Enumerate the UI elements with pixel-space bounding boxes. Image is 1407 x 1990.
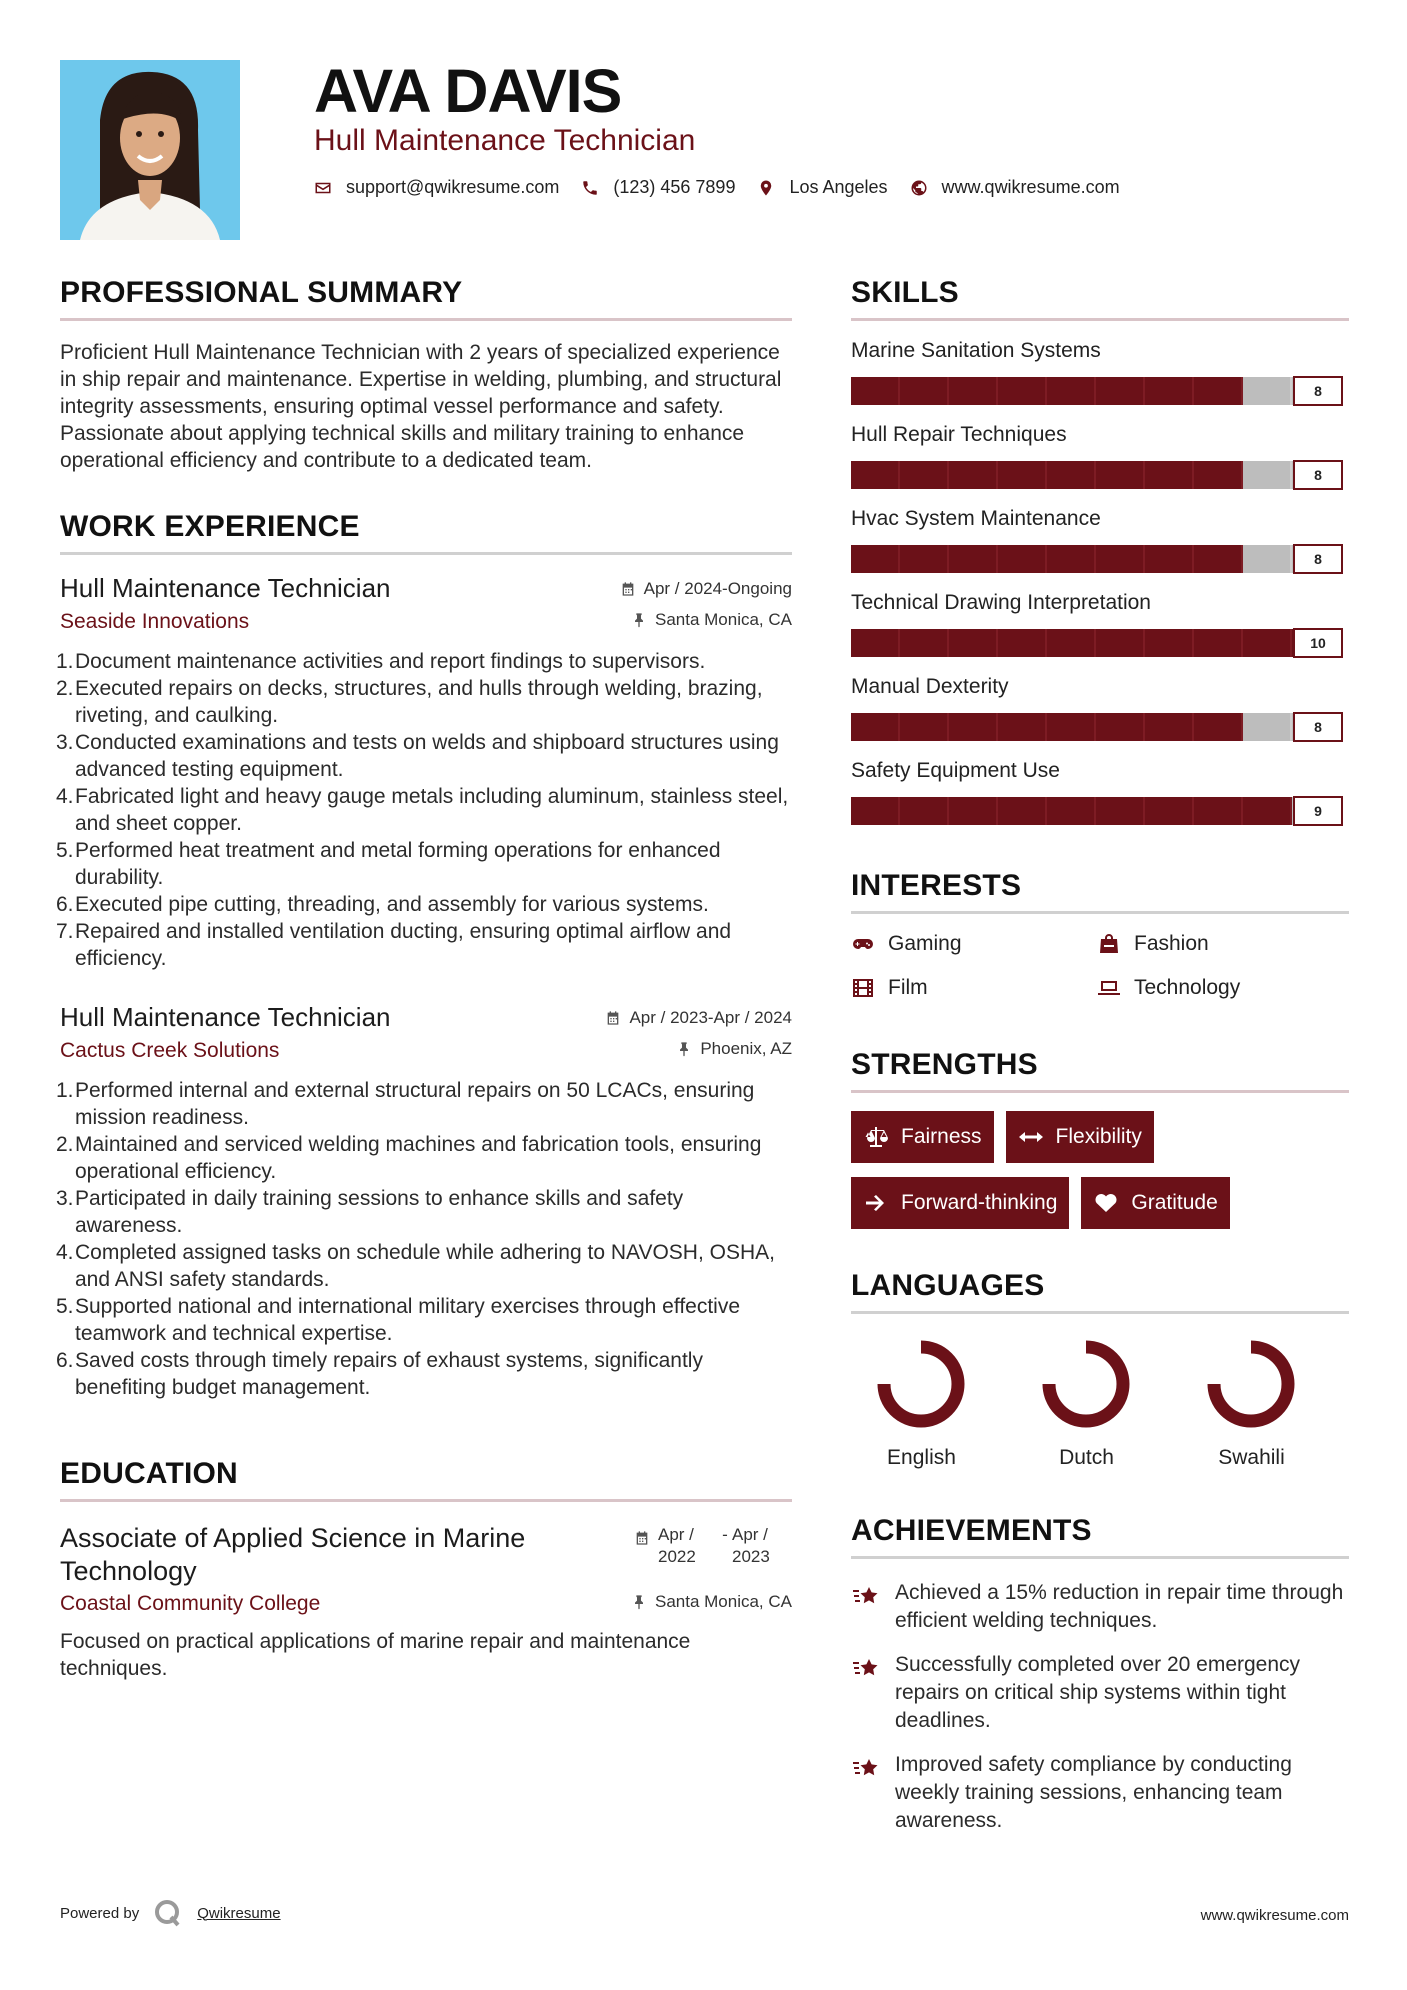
calendar-icon <box>620 581 636 597</box>
skill-segment-filled <box>1145 713 1194 741</box>
skill-segment-filled <box>1194 629 1243 657</box>
skill-segment-filled <box>900 377 949 405</box>
globe-icon <box>910 179 928 197</box>
skill-segment-filled <box>998 377 1047 405</box>
shopping-bag-icon <box>1097 932 1121 956</box>
edu-location-text: Santa Monica, CA <box>654 1592 792 1611</box>
contact-location <box>757 177 887 198</box>
language-ring <box>871 1334 971 1434</box>
balance-scale-icon <box>863 1126 889 1148</box>
skill-segment-filled <box>1194 377 1243 405</box>
skill-bar <box>851 461 1341 489</box>
interest-item <box>1097 932 1343 956</box>
achievements-heading: ACHIEVEMENTS <box>851 1514 1349 1559</box>
skill-segment-filled <box>1047 797 1096 825</box>
skill-segment-empty <box>1243 545 1292 573</box>
edu-date-sep: - <box>722 1525 728 1544</box>
edu-end: Apr / 2023 <box>732 1525 770 1566</box>
interest-label: Fashion <box>1134 932 1209 955</box>
laptop-icon <box>1097 976 1121 1000</box>
email-text: support@qwikresume.com <box>346 177 560 197</box>
language-name: Swahili <box>1218 1446 1285 1469</box>
strength-label: Gratitude <box>1131 1191 1218 1214</box>
language-item <box>1181 1334 1346 1470</box>
edu-start: Apr / 2022 <box>658 1525 696 1566</box>
achievement-item <box>851 1579 1349 1635</box>
edu-degree: Associate of Applied Science in Marine Technology <box>60 1523 526 1586</box>
skill-segment-filled <box>1047 461 1096 489</box>
skill-segment-filled <box>949 377 998 405</box>
job-location-text: Phoenix, AZ <box>700 1039 792 1058</box>
footer-powered-by <box>60 1898 281 1928</box>
job-company: Seaside Innovations <box>60 610 250 633</box>
language-level-arc <box>1214 1347 1288 1421</box>
language-level-arc <box>884 1347 958 1421</box>
skill-bar <box>851 377 1341 405</box>
strengths-heading: STRENGTHS <box>851 1048 1349 1093</box>
skill-segment-filled <box>900 461 949 489</box>
skill-item <box>851 759 1349 825</box>
summary-text: Proficient Hull Maintenance Technician with 2 years of specialized experience in ship repair and maintenance. Expertise in welding, plumbing, and structural integrity assessments, ensuring optimal vessel performance and safety. Passionate about applying technical skills and military training to enhance operational efficiency and contribute to a dedicated team. <box>60 341 782 472</box>
language-name: English <box>887 1446 956 1469</box>
job-location <box>631 610 792 630</box>
list-item: 6. Saved costs through timely repairs of exhaust systems, significantly benefiting budget management. <box>56 1349 703 1399</box>
strength-badge <box>851 1177 1069 1229</box>
skill-segment-filled <box>1096 461 1145 489</box>
skill-segment-filled <box>949 461 998 489</box>
strengths-list <box>851 1111 1349 1229</box>
skill-segment-filled <box>949 713 998 741</box>
list-item: 4. Completed assigned tasks on schedule while adhering to NAVOSH, OSHA, and ANSI safety standards. <box>56 1241 775 1291</box>
skill-item <box>851 591 1349 657</box>
skill-item <box>851 507 1349 573</box>
qwikresume-logo-icon <box>153 1898 183 1928</box>
experience-heading: WORK EXPERIENCE <box>60 510 792 555</box>
interest-label: Technology <box>1134 976 1241 999</box>
skill-segment-filled <box>1096 797 1145 825</box>
skill-value: 8 <box>1293 712 1343 742</box>
skill-name: Hvac System Maintenance <box>851 507 1101 530</box>
achievement-item <box>851 1751 1349 1835</box>
skill-segment-filled <box>851 545 900 573</box>
list-item: 1. Document maintenance activities and report findings to supervisors. <box>56 650 706 673</box>
skill-segment-filled <box>900 545 949 573</box>
list-item: 3. Participated in daily training sessions to enhance skills and safety awareness. <box>56 1187 684 1237</box>
skill-segment-filled <box>1096 629 1145 657</box>
skill-value: 8 <box>1293 544 1343 574</box>
skill-name: Technical Drawing Interpretation <box>851 591 1151 614</box>
interests-heading: INTERESTS <box>851 869 1349 914</box>
envelope-icon <box>314 179 332 197</box>
interest-item <box>851 976 1097 1000</box>
skill-segment-filled <box>1145 629 1194 657</box>
left-column <box>56 276 792 1682</box>
gamepad-icon <box>851 932 875 956</box>
skill-segment-filled <box>1194 461 1243 489</box>
achievement-text: Improved safety compliance by conducting weekly training sessions, enhancing team awareness. <box>895 1753 1292 1832</box>
strength-label: Fairness <box>901 1125 982 1148</box>
skill-segment-filled <box>1145 545 1194 573</box>
candidate-name: AVA DAVIS <box>314 57 622 125</box>
list-item: 6. Executed pipe cutting, threading, and assembly for various systems. <box>56 893 709 916</box>
list-item: 2. Maintained and serviced welding machines and fabrication tools, ensuring operational efficiency. <box>56 1133 762 1183</box>
calendar-icon <box>605 1010 621 1026</box>
map-pin-icon <box>757 179 775 197</box>
interest-label: Gaming <box>888 932 962 955</box>
skill-item <box>851 339 1349 405</box>
strength-badge <box>851 1111 994 1163</box>
language-ring <box>1201 1334 1301 1434</box>
skill-segment-filled <box>998 545 1047 573</box>
website-text: www.qwikresume.com <box>941 177 1120 197</box>
skill-value: 8 <box>1293 376 1343 406</box>
achievement-item <box>851 1651 1349 1735</box>
job-location-text: Santa Monica, CA <box>654 610 792 629</box>
skill-segment-filled <box>949 545 998 573</box>
skill-segment-filled <box>1047 629 1096 657</box>
language-ring <box>1036 1334 1136 1434</box>
job-company: Cactus Creek Solutions <box>60 1039 280 1062</box>
pushpin-icon <box>631 612 647 628</box>
languages-heading: LANGUAGES <box>851 1269 1349 1314</box>
skill-segment-filled <box>900 629 949 657</box>
job-bullets <box>56 1077 792 1401</box>
phone-icon <box>581 179 599 197</box>
strength-badge <box>1006 1111 1154 1163</box>
job-role: Hull Maintenance Technician <box>60 1002 391 1032</box>
skill-bar <box>851 545 1341 573</box>
skill-name: Manual Dexterity <box>851 675 1009 698</box>
job-entry <box>56 1002 792 1401</box>
language-name: Dutch <box>1059 1446 1114 1469</box>
skill-segment-filled <box>1047 713 1096 741</box>
job-role: Hull Maintenance Technician <box>60 573 391 603</box>
job-location <box>676 1039 792 1059</box>
achievement-text: Achieved a 15% reduction in repair time through efficient welding techniques. <box>895 1581 1344 1632</box>
skill-segment-filled <box>1194 797 1243 825</box>
skill-segment-filled <box>851 461 900 489</box>
job-entry <box>56 573 792 972</box>
job-date <box>605 1008 792 1028</box>
skill-segment-filled <box>998 461 1047 489</box>
list-item: 3. Conducted examinations and tests on welds and shipboard structures using advanced testing equipment. <box>56 731 779 781</box>
job-date <box>620 579 792 599</box>
skill-bar <box>851 797 1341 825</box>
job-date-text: Apr / 2023-Apr / 2024 <box>629 1008 792 1027</box>
strength-label: Forward-thinking <box>901 1191 1058 1214</box>
profile-photo <box>60 60 240 240</box>
skill-segment-filled <box>1096 713 1145 741</box>
skill-segment-filled <box>1243 797 1292 825</box>
skill-segment-empty <box>1243 713 1292 741</box>
achievements-list <box>851 1579 1349 1835</box>
edu-dates <box>634 1524 792 1568</box>
achievement-text: Successfully completed over 20 emergency repairs on critical ship systems within tight deadlines. <box>895 1653 1301 1732</box>
skill-segment-filled <box>998 629 1047 657</box>
contact-row <box>314 177 1142 198</box>
job-date-text: Apr / 2024-Ongoing <box>643 579 792 598</box>
interest-item <box>1097 976 1343 1000</box>
skill-segment-empty <box>1243 461 1292 489</box>
skill-segment-filled <box>949 797 998 825</box>
skill-bar <box>851 629 1341 657</box>
list-item: 1. Performed internal and external structural repairs on 50 LCACs, ensuring mission readiness. <box>56 1079 755 1129</box>
skill-segment-filled <box>1145 461 1194 489</box>
skill-segment-filled <box>1096 377 1145 405</box>
strength-label: Flexibility <box>1055 1125 1142 1148</box>
heart-icon <box>1093 1192 1119 1214</box>
contact-website[interactable] <box>910 177 1120 198</box>
contact-email[interactable] <box>314 177 559 198</box>
edu-location <box>631 1592 792 1612</box>
calendar-icon <box>634 1530 650 1546</box>
contact-phone[interactable] <box>581 177 735 198</box>
list-item: 2. Executed repairs on decks, structures, and hulls through welding, brazing, riveting, and caulking. <box>56 677 763 727</box>
portrait-image <box>60 60 240 240</box>
skill-segment-filled <box>900 797 949 825</box>
skill-segment-empty <box>1243 377 1292 405</box>
skill-segment-filled <box>1047 377 1096 405</box>
skill-segment-filled <box>1243 629 1292 657</box>
brand-link[interactable]: Qwikresume <box>197 1904 281 1922</box>
interest-item <box>851 932 1097 956</box>
skill-segment-filled <box>900 713 949 741</box>
location-text: Los Angeles <box>789 177 888 197</box>
education-heading: EDUCATION <box>60 1457 792 1502</box>
language-level-arc <box>1049 1347 1123 1421</box>
skills-list <box>851 339 1349 825</box>
skill-bar <box>851 713 1341 741</box>
interests-list <box>851 932 1349 1000</box>
list-item: 7. Repaired and installed ventilation ducting, ensuring optimal airflow and efficiency. <box>56 920 732 970</box>
skill-name: Marine Sanitation Systems <box>851 339 1101 362</box>
skill-item <box>851 423 1349 489</box>
skill-segment-filled <box>1145 797 1194 825</box>
arrow-right-icon <box>863 1192 889 1214</box>
right-column <box>851 276 1349 1851</box>
skill-segment-filled <box>851 377 900 405</box>
list-item: 4. Fabricated light and heavy gauge metals including aluminum, stainless steel, and sheet copper. <box>56 785 789 835</box>
skill-value: 8 <box>1293 460 1343 490</box>
film-icon <box>851 976 875 1000</box>
interest-label: Film <box>888 976 928 999</box>
skill-segment-filled <box>998 797 1047 825</box>
candidate-title: Hull Maintenance Technician <box>314 124 696 157</box>
skill-segment-filled <box>1096 545 1145 573</box>
skill-name: Hull Repair Techniques <box>851 423 1067 446</box>
skill-segment-filled <box>1194 713 1243 741</box>
skill-name: Safety Equipment Use <box>851 759 1060 782</box>
skill-segment-filled <box>851 713 900 741</box>
list-item: 5. Performed heat treatment and metal forming operations for enhanced durability. <box>56 839 721 889</box>
edu-school: Coastal Community College <box>60 1592 321 1615</box>
pushpin-icon <box>676 1041 692 1057</box>
skill-item <box>851 675 1349 741</box>
list-item: 5. Supported national and international military exercises through effective teamwork and technical expertise. <box>56 1295 741 1345</box>
skill-segment-filled <box>851 629 900 657</box>
strength-badge <box>1081 1177 1229 1229</box>
skill-segment-filled <box>998 713 1047 741</box>
star-badge-icon <box>851 1581 881 1611</box>
arrows-horizontal-icon <box>1018 1126 1044 1148</box>
skill-segment-filled <box>1047 545 1096 573</box>
skill-value: 10 <box>1293 628 1343 658</box>
pushpin-icon <box>631 1594 647 1610</box>
summary-heading: PROFESSIONAL SUMMARY <box>60 276 792 321</box>
star-badge-icon <box>851 1653 881 1683</box>
powered-by-text: Powered by <box>60 1904 140 1922</box>
languages-list <box>851 1334 1349 1470</box>
job-bullets <box>56 648 792 972</box>
job-list <box>56 573 792 1401</box>
skill-segment-filled <box>851 797 900 825</box>
skills-heading: SKILLS <box>851 276 1349 321</box>
footer-website[interactable]: www.qwikresume.com <box>1200 1907 1349 1924</box>
skill-segment-filled <box>1145 377 1194 405</box>
edu-description: Focused on practical applications of marine repair and maintenance techniques. <box>60 1630 691 1680</box>
star-badge-icon <box>851 1753 881 1783</box>
skill-segment-filled <box>949 629 998 657</box>
phone-text: (123) 456 7899 <box>613 177 736 197</box>
skill-segment-filled <box>1194 545 1243 573</box>
skill-value: 9 <box>1293 796 1343 826</box>
